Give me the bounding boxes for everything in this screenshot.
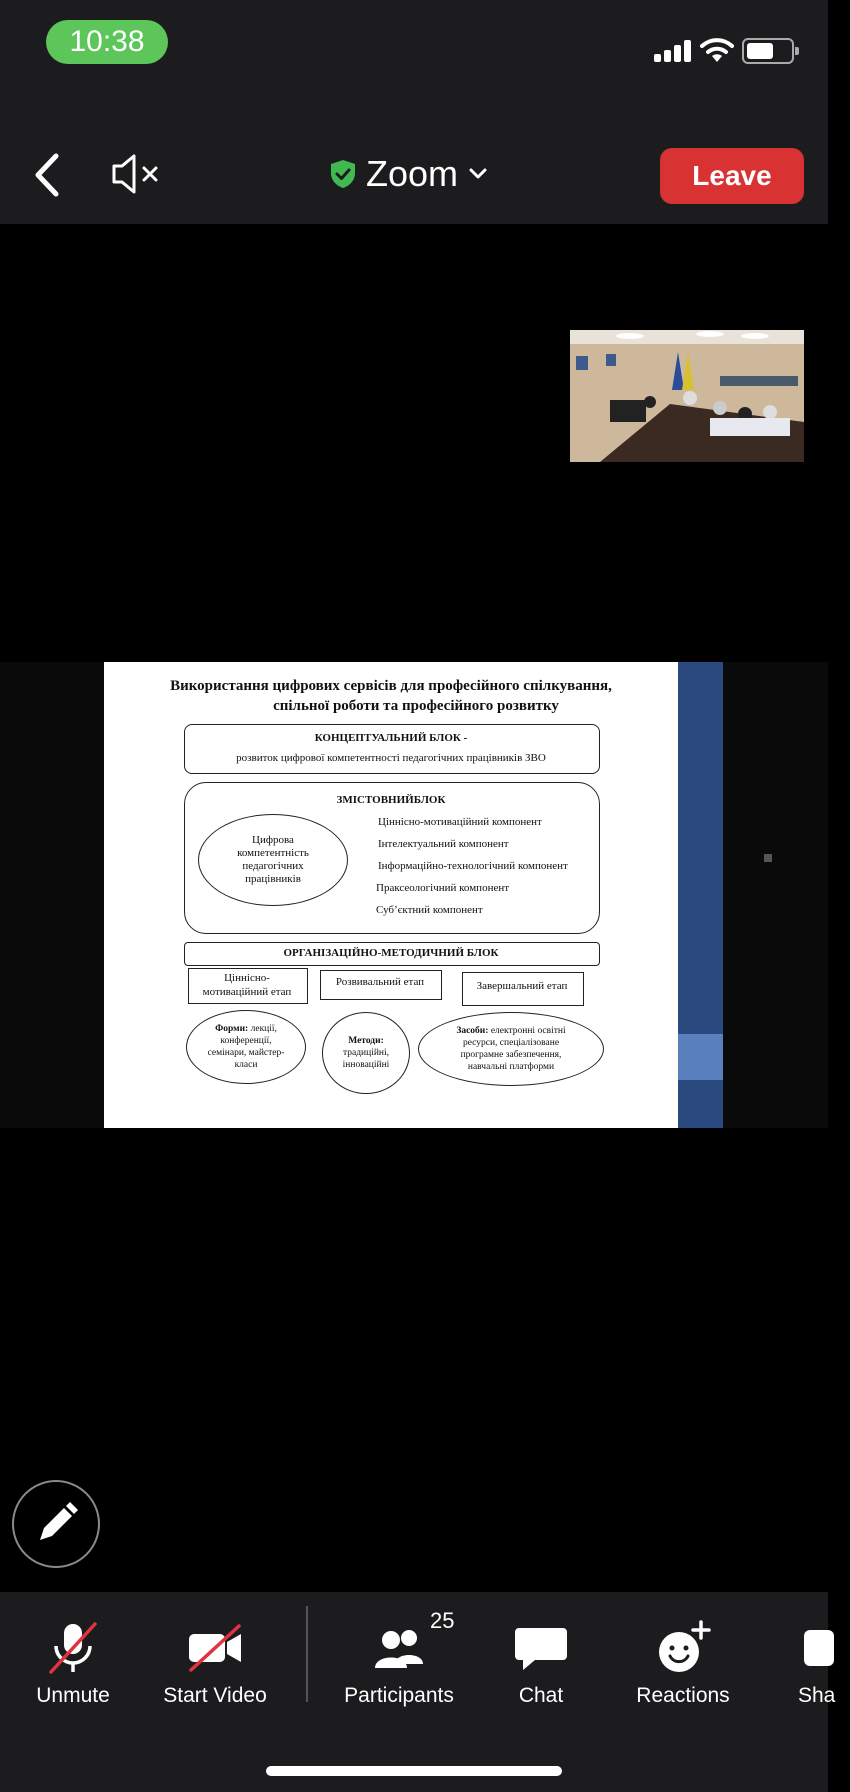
smiley-plus-icon [653, 1620, 713, 1676]
stage-1: Ціннісно-мотиваційний етап [202, 972, 292, 998]
video-off-icon [185, 1620, 245, 1676]
pencil-icon [14, 1482, 98, 1566]
conference-room-video [570, 330, 804, 462]
reactions-label: Reactions [636, 1684, 730, 1707]
slide-side-panel [678, 662, 723, 1128]
start-video-label: Start Video [163, 1684, 267, 1707]
concept-subtitle: розвиток цифрової компетентності педагогічних працівників ЗВО [236, 752, 546, 764]
meeting-title-dropdown[interactable] [330, 152, 488, 196]
meeting-title: Zoom [366, 153, 459, 194]
chat-label: Chat [518, 1684, 564, 1707]
component-3: Інформаційно-технологічний компонент [378, 860, 568, 872]
participants-count-badge: 25 [430, 1608, 455, 1633]
start-video-button[interactable] [150, 1610, 280, 1720]
meeting-toolbar [0, 1592, 836, 1792]
leave-button[interactable]: Leave [660, 148, 804, 204]
meeting-top-bar [0, 100, 828, 224]
component-4: Праксеологічний компонент [376, 882, 510, 894]
component-1: Ціннісно-мотиваційний компонент [378, 816, 542, 828]
speaker-muted-icon[interactable] [110, 152, 166, 196]
microphone-muted-icon [43, 1620, 103, 1676]
stage-2: Розвивальний етап [335, 976, 425, 988]
slide-title [104, 676, 678, 716]
slide-title-line-1: Використання цифрових сервісів для професійного спілкування, [170, 678, 612, 694]
content-title: ЗМІСТОВНИЙБЛОК [336, 794, 446, 806]
unmute-button[interactable] [8, 1610, 138, 1720]
home-indicator [266, 1766, 562, 1776]
chat-button[interactable] [476, 1610, 606, 1720]
forms-text: лекції, конференції, семінари, майстер-класи [207, 1024, 285, 1070]
reactions-button[interactable] [618, 1610, 748, 1720]
wifi-icon [700, 36, 734, 64]
back-chevron-icon[interactable] [28, 150, 68, 200]
participants-icon [369, 1620, 429, 1676]
forms-label: Форми: [215, 1024, 249, 1034]
methods-text: традиційні, інноваційні [342, 1048, 390, 1070]
methods-ellipse [322, 1012, 410, 1094]
participant-video-thumbnail[interactable] [570, 330, 804, 462]
forms-ellipse [186, 1010, 306, 1084]
participants-button[interactable] [334, 1610, 464, 1720]
chevron-down-icon [468, 167, 488, 181]
concept-title: КОНЦЕПТУАЛЬНИЙ БЛОК - [314, 732, 468, 744]
shield-check-icon [330, 159, 356, 189]
status-time: 10:38 [46, 20, 168, 64]
org-title: ОРГАНІЗАЦІЙНО-МЕТОДИЧНИЙ БЛОК [283, 947, 499, 959]
share-button[interactable] [790, 1610, 850, 1720]
means-ellipse [418, 1012, 604, 1086]
share-label: Sha [798, 1684, 836, 1707]
means-label: Засоби: [456, 1026, 489, 1036]
shared-slide [104, 662, 678, 1128]
methods-label: Методи: [348, 1036, 384, 1046]
content-ellipse: Цифрова компетентність педагогічних працівників [198, 814, 348, 906]
slide-title-line-2: спільної роботи та професійного розвитку [273, 698, 559, 714]
battery-icon [742, 38, 794, 64]
stage-3: Завершальний етап [476, 980, 568, 992]
annotate-button[interactable] [12, 1480, 100, 1568]
toolbar-divider [306, 1606, 308, 1702]
component-5: Суб’єктний компонент [376, 904, 483, 916]
component-2: Інтелектуальний компонент [378, 838, 509, 850]
chat-bubble-icon [511, 1620, 571, 1676]
status-bar [0, 0, 828, 100]
share-screen-icon [790, 1620, 830, 1676]
remote-cursor-icon [764, 854, 772, 862]
participants-label: Participants [344, 1684, 454, 1707]
means-text: електронні освітні ресурси, спеціалізоване програмне забезпечення, навчальні платформи [460, 1026, 566, 1072]
unmute-label: Unmute [36, 1684, 110, 1707]
